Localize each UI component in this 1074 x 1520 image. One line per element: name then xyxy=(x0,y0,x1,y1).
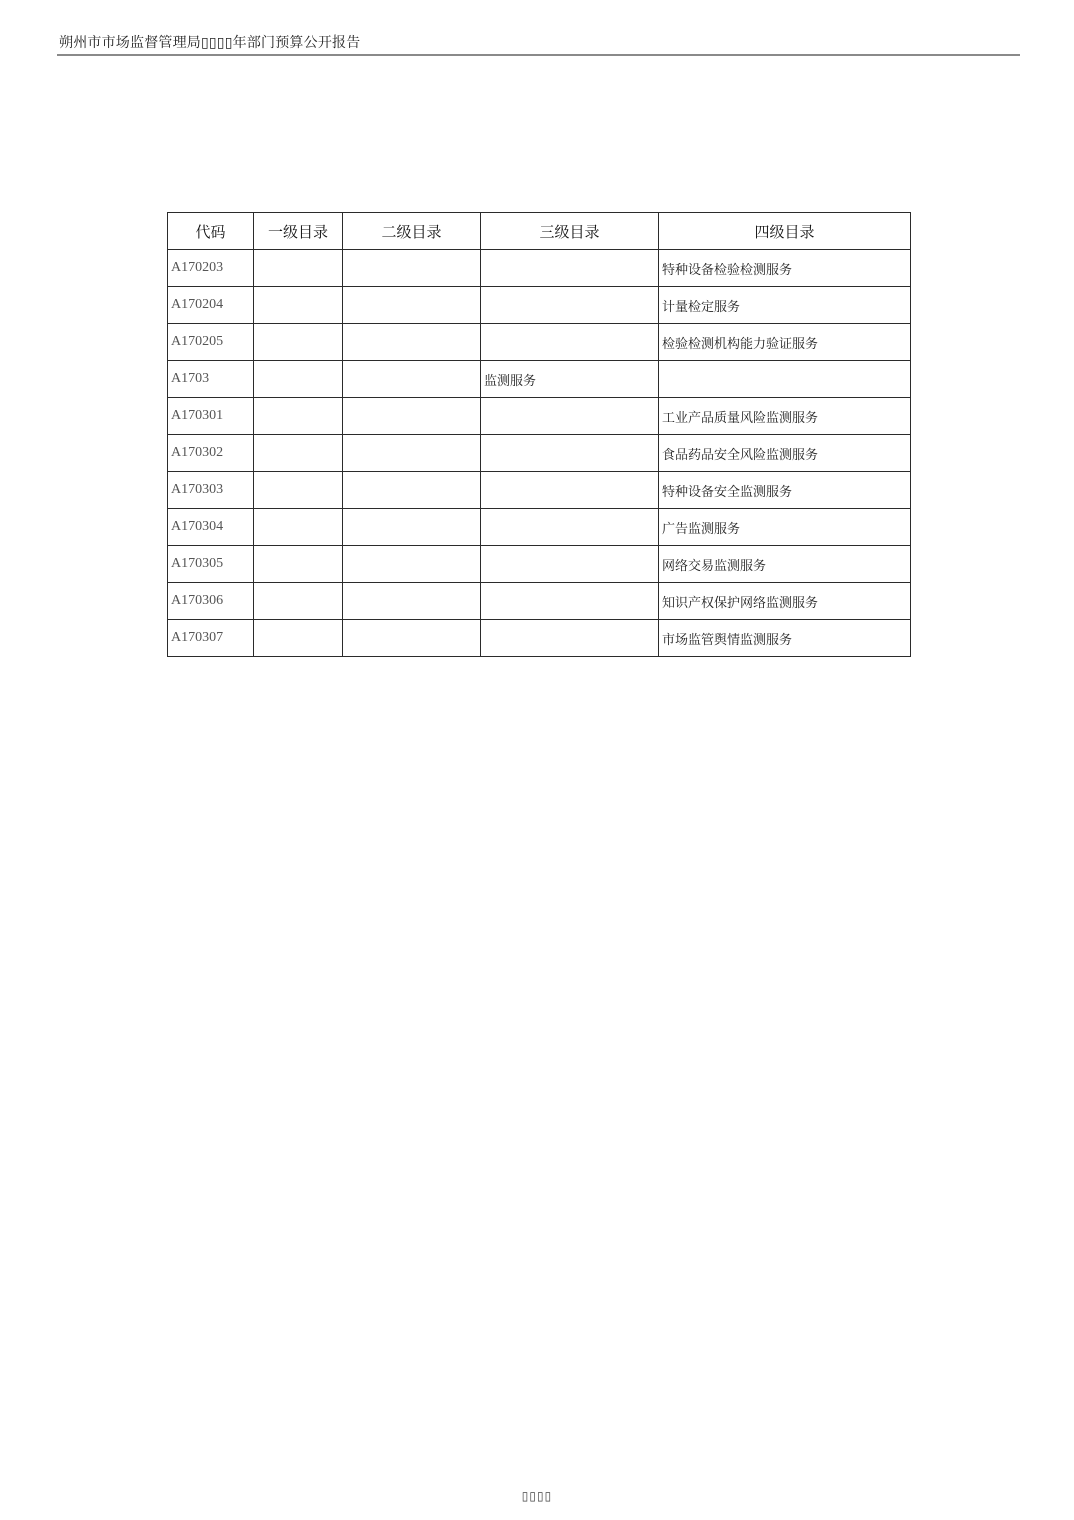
level3-cell xyxy=(481,583,659,620)
catalog-table xyxy=(167,212,911,657)
table-header-row xyxy=(168,213,911,250)
table-row xyxy=(168,287,911,324)
table-row xyxy=(168,620,911,657)
column-header-code: 代码 xyxy=(168,213,254,250)
level3-cell xyxy=(481,546,659,583)
level4-cell: 市场监管舆情监测服务 xyxy=(659,620,911,657)
table-row xyxy=(168,583,911,620)
column-header-level4: 四级目录 xyxy=(659,213,911,250)
code-cell: A170301 xyxy=(168,398,254,435)
level2-cell xyxy=(343,435,481,472)
table-row xyxy=(168,361,911,398)
report-title: 朔州市市场监督管理局▯▯▯▯年部门预算公开报告 xyxy=(59,35,361,51)
level1-cell xyxy=(254,250,343,287)
code-cell: A1703 xyxy=(168,361,254,398)
level2-cell xyxy=(343,398,481,435)
level2-cell xyxy=(343,509,481,546)
level2-cell xyxy=(343,546,481,583)
code-cell: A170306 xyxy=(168,583,254,620)
column-header-level2: 二级目录 xyxy=(343,213,481,250)
table-row xyxy=(168,509,911,546)
level4-cell: 知识产权保护网络监测服务 xyxy=(659,583,911,620)
level4-cell: 食品药品安全风险监测服务 xyxy=(659,435,911,472)
level1-cell xyxy=(254,583,343,620)
table-row xyxy=(168,324,911,361)
table-row xyxy=(168,546,911,583)
level3-cell xyxy=(481,250,659,287)
code-cell: A170304 xyxy=(168,509,254,546)
page-number: ▯▯▯▯ xyxy=(521,1489,553,1503)
level2-cell xyxy=(343,250,481,287)
level4-cell: 检验检测机构能力验证服务 xyxy=(659,324,911,361)
level3-cell xyxy=(481,324,659,361)
level1-cell xyxy=(254,472,343,509)
level1-cell xyxy=(254,324,343,361)
level3-cell xyxy=(481,287,659,324)
level2-cell xyxy=(343,361,481,398)
column-header-level3: 三级目录 xyxy=(481,213,659,250)
level3-cell: 监测服务 xyxy=(481,361,659,398)
table-row xyxy=(168,250,911,287)
table-row xyxy=(168,472,911,509)
code-cell: A170203 xyxy=(168,250,254,287)
level3-cell xyxy=(481,472,659,509)
level3-cell xyxy=(481,435,659,472)
level4-cell: 工业产品质量风险监测服务 xyxy=(659,398,911,435)
level3-cell xyxy=(481,509,659,546)
level1-cell xyxy=(254,435,343,472)
level2-cell xyxy=(343,620,481,657)
level4-cell: 计量检定服务 xyxy=(659,287,911,324)
level2-cell xyxy=(343,472,481,509)
level1-cell xyxy=(254,398,343,435)
level3-cell xyxy=(481,398,659,435)
page-header xyxy=(57,30,1020,56)
code-cell: A170305 xyxy=(168,546,254,583)
column-header-level1: 一级目录 xyxy=(254,213,343,250)
level4-cell: 特种设备安全监测服务 xyxy=(659,472,911,509)
code-cell: A170307 xyxy=(168,620,254,657)
level4-cell xyxy=(659,361,911,398)
level3-cell xyxy=(481,620,659,657)
level4-cell: 网络交易监测服务 xyxy=(659,546,911,583)
table-row xyxy=(168,398,911,435)
code-cell: A170303 xyxy=(168,472,254,509)
level2-cell xyxy=(343,583,481,620)
level1-cell xyxy=(254,361,343,398)
level1-cell xyxy=(254,287,343,324)
level4-cell: 特种设备检验检测服务 xyxy=(659,250,911,287)
level4-cell: 广告监测服务 xyxy=(659,509,911,546)
level1-cell xyxy=(254,546,343,583)
level2-cell xyxy=(343,287,481,324)
code-cell: A170204 xyxy=(168,287,254,324)
table-row xyxy=(168,435,911,472)
level1-cell xyxy=(254,620,343,657)
level1-cell xyxy=(254,509,343,546)
code-cell: A170302 xyxy=(168,435,254,472)
level2-cell xyxy=(343,324,481,361)
code-cell: A170205 xyxy=(168,324,254,361)
